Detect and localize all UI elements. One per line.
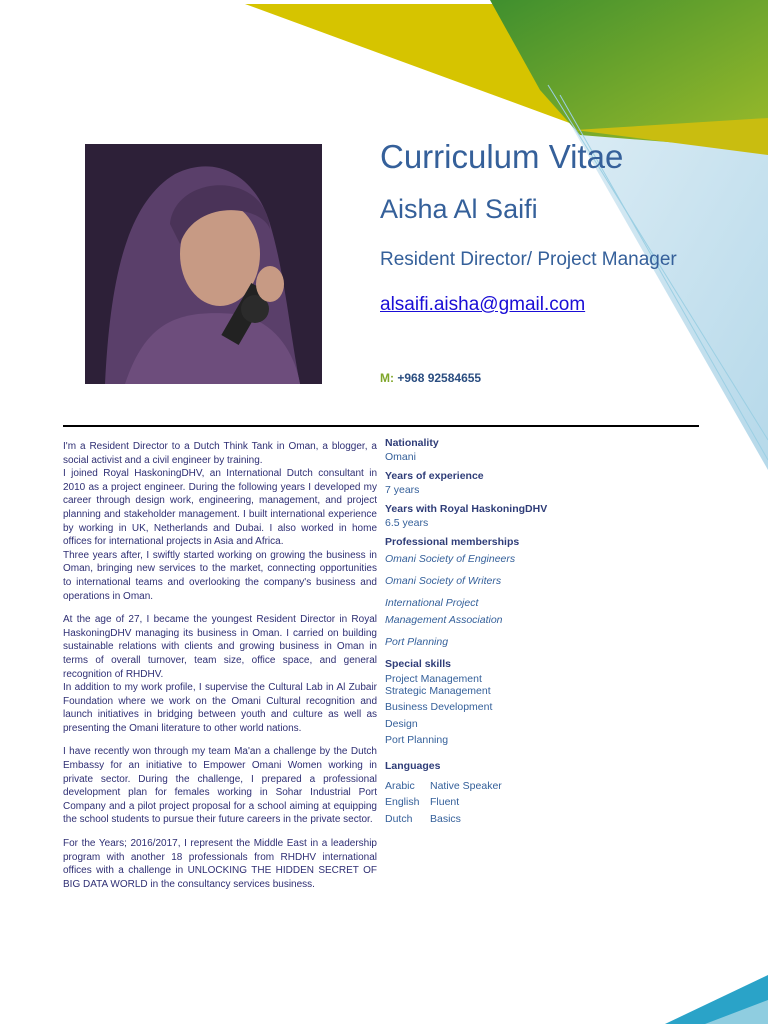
skill-item: Port Planning <box>385 734 449 746</box>
membership-item: International Project <box>385 597 479 609</box>
nationality-value: Omani <box>385 451 416 463</box>
details-column <box>385 436 705 827</box>
language-name: Arabic <box>385 779 415 792</box>
email-link[interactable]: alsaifi.aisha@gmail.com <box>380 294 586 315</box>
job-title: Resident Director/ Project Manager <box>380 249 677 270</box>
skill-item: Design <box>385 717 418 730</box>
membership-item: Management Association <box>385 614 503 626</box>
phone-value: +968 92584655 <box>397 371 482 385</box>
language-row <box>385 778 705 795</box>
profile-photo <box>85 144 322 384</box>
biography <box>63 440 377 891</box>
language-row <box>385 811 705 828</box>
language-name: Dutch <box>385 812 413 825</box>
bio-paragraph: I'm a Resident Director to a Dutch Think Tank in Oman, a blogger, a social activist and a civil engineer by training. <box>63 441 377 466</box>
language-level: Fluent <box>430 796 460 808</box>
bio-paragraph: Three years after, I swiftly started working on growing the business in Oman, bringing new services to the market, connecting opportunities to international teams and overlooking the company's business and operations in Oman. <box>63 549 377 602</box>
language-name: English <box>385 796 420 808</box>
phone-label: M: <box>380 371 394 385</box>
membership-item: Omani Society of Engineers <box>385 553 516 565</box>
bio-paragraph: For the Years; 2016/2017, I represent the Middle East in a leadership program with another 18 professionals from RHDHV international offices with a challenge in UNLOCKING THE HIDDEN SECRET OF BIG DATA WORLD in the consultancy services business. <box>63 838 377 890</box>
language-row <box>385 794 705 811</box>
memberships-heading: Professional memberships <box>385 536 520 548</box>
experience-value: 7 years <box>385 484 420 496</box>
phone-number <box>380 371 481 385</box>
languages-heading: Languages <box>385 759 441 772</box>
document-title: Curriculum Vitae <box>380 138 624 175</box>
nationality-heading: Nationality <box>385 437 439 449</box>
bio-paragraph: I have recently won through my team Ma'an a challenge by the Dutch Embassy for an initiative to Empower Omani Women working in private sector. During the challenge, I prepared a professional development plan for females working in Sohar Industrial Port Company and a pilot project proposal for a school aiming at equipping the school students to pursue their future careers in the private sector. <box>63 746 377 826</box>
skills-heading: Special skills <box>385 658 451 670</box>
membership-item: Port Planning <box>385 636 449 648</box>
spacer <box>63 603 377 613</box>
membership-item: Omani Society of Writers <box>385 575 502 587</box>
language-level: Native Speaker <box>430 779 502 792</box>
bio-paragraph: I joined Royal HaskoningDHV, an International Dutch consultant in 2010 as a project engineer. During the following years I developed my career through design work, engineering, management, and project planning and stakeholder management. I built international experience by working in UK, Netherlands and Dubai. I also worked in home offices for international projects in Asia and Africa. <box>63 468 377 548</box>
bio-paragraph: At the age of 27, I became the youngest Resident Director in Royal HaskoningDHV managing its business in Oman. I carried on building sustainable relations with clients and growing business in Oman in terms of overall turnover, team size, office space, and general recognition of RHDHV. <box>63 614 377 680</box>
bio-paragraph: In addition to my work profile, I supervise the Cultural Lab in Al Zubair Foundation where we work on the Omani Cultural recognition and launch initiatives in bridging between youth and culture as well as presenting the Omani literature to other world nations. <box>63 682 377 734</box>
rhdhv-heading: Years with Royal HaskoningDHV <box>385 503 548 515</box>
language-level: Basics <box>430 812 461 825</box>
skill-item: Strategic Management <box>385 685 491 697</box>
divider <box>63 425 699 427</box>
rhdhv-value: 6.5 years <box>385 517 429 529</box>
skill-item: Business Development <box>385 701 493 713</box>
spacer <box>63 827 377 837</box>
experience-heading: Years of experience <box>385 470 484 482</box>
person-name: Aisha Al Saifi <box>380 194 538 224</box>
skill-item: Project Management <box>385 673 482 685</box>
spacer <box>63 735 377 745</box>
